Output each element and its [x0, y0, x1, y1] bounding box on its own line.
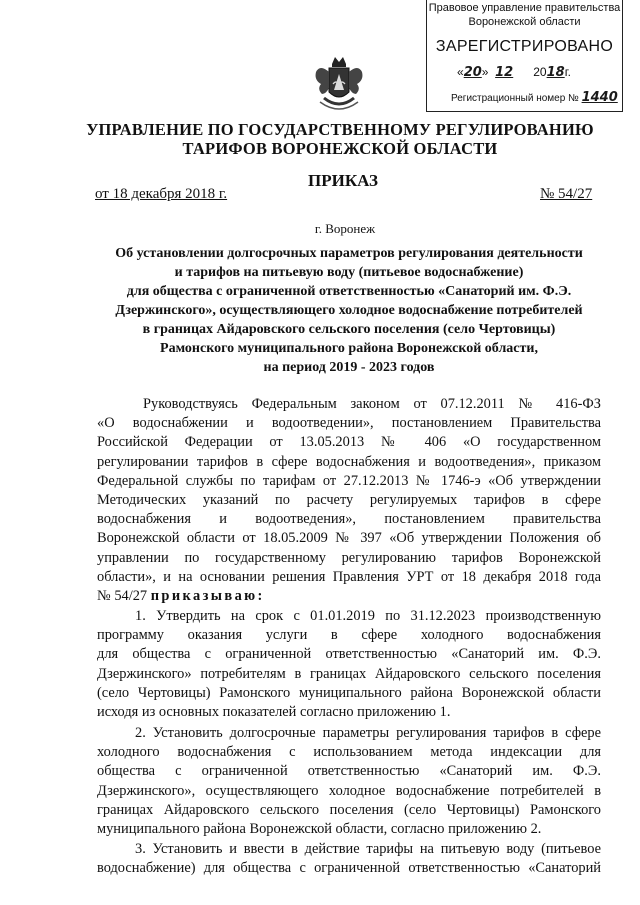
- subject-line: Рамонского муниципального района Воронежской области,: [160, 341, 538, 356]
- order-number: № 54/27: [540, 186, 593, 202]
- item-2-line: границах Айдаровского сельского поселения (село Чертовицы) Рамонского: [97, 801, 601, 818]
- item-2-line: общества с ограниченной ответственностью «Санаторий им. Ф.Э.: [97, 763, 601, 780]
- item-1-line: исходя из основных показателей согласно приложению 1.: [97, 703, 451, 720]
- preamble-line: Руководствуясь Федеральным законом от 07.12.2011 № 416-ФЗ: [143, 396, 601, 412]
- preamble-line: области», и на основании решения Правления УРТ от 18 декабря 2018 года: [97, 568, 601, 585]
- agency-line1: УПРАВЛЕНИЕ ПО ГОСУДАРСТВЕННОМУ РЕГУЛИРОВАНИЮ: [86, 120, 594, 139]
- stamp-date-year: 18: [546, 65, 565, 80]
- stamp-org-line1: Правовое управление правительства: [428, 2, 621, 14]
- registration-stamp: [426, 0, 623, 112]
- item-1-line: Дзержинского» потребителям в границах Айдаровского сельского поселения: [97, 665, 601, 682]
- item-1-line: для общества с ограниченной ответственностью «Санаторий им. Ф.Э.: [97, 646, 601, 663]
- preamble-line: управлении по государственному регулированию тарифов Воронежской: [97, 549, 601, 566]
- order-date: от 18 декабря 2018 г.: [95, 186, 228, 202]
- item-1-line: программу оказания услуги в сфере холодного водоснабжения: [97, 627, 601, 644]
- preamble-line: водоснабжения и водоотведения», постановлением правительства: [97, 511, 601, 528]
- subject-line: в границах Айдаровского сельского поселения (село Чертовицы): [142, 322, 556, 337]
- item-1-line: 1. Утвердить на срок с 01.01.2019 по 31.12.2023 производственную: [135, 608, 601, 624]
- subject-line: Об установлении долгосрочных параметров регулирования деятельности: [115, 246, 583, 261]
- item-2-line: муниципального района Воронежской области, согласно приложению 2.: [97, 820, 542, 837]
- preamble-line: Методических указаний по расчету регулируемых тарифов в сфере: [97, 491, 601, 508]
- preamble-line: регулировании тарифов в сфере водоснабжения и водоотведения», приказом: [97, 453, 601, 470]
- item-3-line: водоснабжение) для общества с ограниченной ответственностью «Санаторий: [97, 860, 601, 877]
- order-directive: приказываю:: [150, 587, 265, 604]
- stamp-date-day: 20: [463, 65, 482, 80]
- subject-line: и тарифов на питьевую воду (питьевое водоснабжение): [174, 265, 524, 280]
- preamble-order-number: № 54/27: [97, 587, 151, 604]
- stamp-number: [451, 90, 618, 105]
- subject-line: Дзержинского», осуществляющего холодное водоснабжение потребителей: [115, 303, 583, 318]
- item-1-line: (село Чертовицы) Рамонского муниципального района Воронежской области: [97, 684, 601, 701]
- subject-line: на период 2019 - 2023 годов: [263, 360, 435, 375]
- preamble-paragraph: [97, 395, 601, 606]
- item-2-paragraph: [97, 724, 601, 839]
- preamble-final-line: [97, 587, 601, 606]
- agency-line2: ТАРИФОВ ВОРОНЕЖСКОЙ ОБЛАСТИ: [182, 139, 498, 158]
- stamp-date: «20» 12 2018г.: [457, 65, 571, 80]
- stamp-number-label: Регистрационный номер №: [451, 93, 579, 104]
- stamp-date-suffix: г.: [564, 65, 571, 79]
- item-2-line: Дзержинского», осуществляющего холодное водоснабжение потребителей в: [97, 782, 601, 799]
- stamp-number-value: 1440: [581, 90, 618, 105]
- agency-name: [60, 120, 620, 158]
- voronezh-coat-of-arms-icon: [312, 54, 366, 114]
- stamp-date-year-prefix: 20: [533, 65, 547, 79]
- issue-city: г. Воронеж: [314, 221, 376, 236]
- item-3-paragraph: [97, 840, 601, 878]
- item-2-line: холодного водоснабжения с использованием метода индексации для: [97, 744, 601, 761]
- stamp-org-line2: Воронежской области: [468, 16, 581, 28]
- preamble-line: Федеральной службы по тарифам от 27.12.2013 № 1746-э «Об утверждении: [97, 472, 601, 489]
- preamble-line: Российской Федерации от 13.05.2013 № 406 «О государственном: [97, 434, 601, 451]
- document-type: ПРИКАЗ: [308, 171, 378, 190]
- item-1-paragraph: [97, 607, 601, 722]
- stamp-registered: ЗАРЕГИСТРИРОВАНО: [435, 38, 614, 55]
- preamble-line: «О водоснабжении и водоотведении», постановлением Правительства: [97, 415, 601, 432]
- item-3-line: 3. Установить и ввести в действие тарифы на питьевую воду (питьевое: [135, 841, 601, 857]
- subject-line: для общества с ограниченной ответственностью «Санаторий им. Ф.Э.: [126, 284, 572, 299]
- preamble-line: Воронежской области от 18.05.2009 № 397 «Об утверждении Положения об: [97, 530, 601, 547]
- order-subject: [95, 244, 603, 377]
- stamp-date-month: 12: [495, 65, 514, 80]
- item-2-line: 2. Установить долгосрочные параметры регулирования тарифов в сфере: [135, 725, 601, 741]
